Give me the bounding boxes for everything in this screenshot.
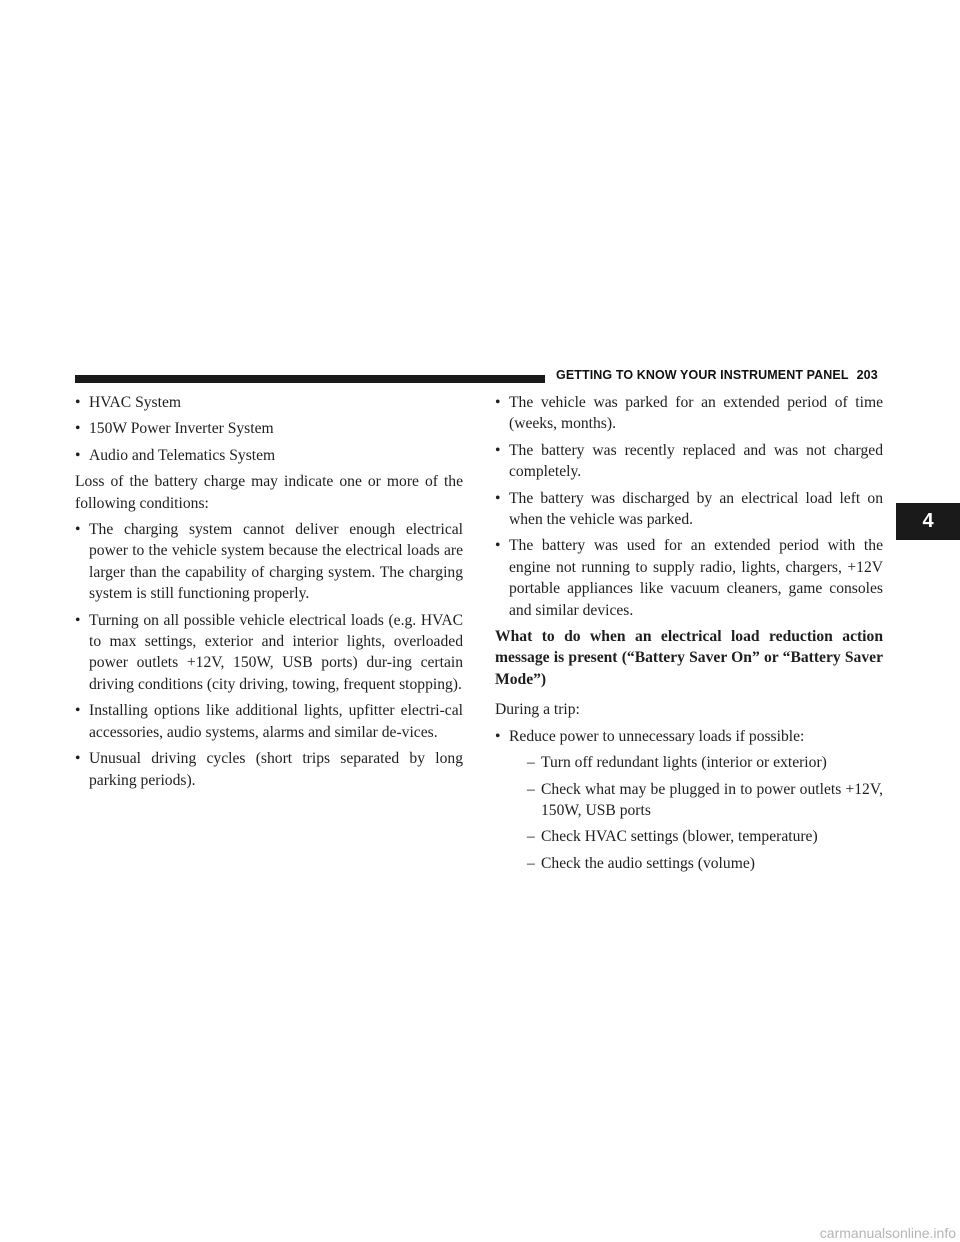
action-list xyxy=(495,726,883,874)
right-column xyxy=(495,392,883,879)
left-column xyxy=(75,392,463,796)
list-item: • Unusual driving cycles (short trips separated by long parking periods). xyxy=(75,748,463,791)
dash-glyph: – xyxy=(527,754,535,772)
action-bullet-text: Reduce power to unnecessary loads if possible: xyxy=(509,727,805,745)
list-item: • Turning on all possible vehicle electrical loads (e.g. HVAC to max settings, exterior and interior lights, overloaded power outlets +12V, 150W, USB ports) dur-ing certain driving conditions (city driving, towing, frequent stopping). xyxy=(75,610,463,696)
system-list xyxy=(75,392,463,466)
list-item: • The battery was used for an extended period with the engine not running to supply radio, lights, chargers, +12V portable appliances like vacuum cleaners, game consoles and similar devices. xyxy=(495,535,883,621)
conditions-list xyxy=(75,519,463,791)
sub-item-text: Check the audio settings (volume) xyxy=(541,854,755,872)
conditions-list-continued xyxy=(495,392,883,621)
running-header xyxy=(556,368,886,382)
sub-list-item xyxy=(509,826,883,847)
list-item: • Audio and Telematics System xyxy=(75,445,463,466)
list-item: • The battery was recently replaced and was not charged completely. xyxy=(495,440,883,483)
sub-list-item xyxy=(509,779,883,822)
sub-list-item xyxy=(509,853,883,874)
dash-glyph: – xyxy=(527,828,535,846)
section-heading: What to do when an electrical load reduction action message is present (“Battery Saver On” or “Battery Saver Mode”) xyxy=(495,628,883,688)
list-item: • Installing options like additional lights, upfitter electri-cal accessories, audio systems, alarms and similar de-vices. xyxy=(75,700,463,743)
page-number: 203 xyxy=(856,368,878,382)
list-item: • The battery was discharged by an electrical load left on when the vehicle was parked. xyxy=(495,488,883,531)
section-title: GETTING TO KNOW YOUR INSTRUMENT PANEL xyxy=(556,368,849,382)
watermark: carmanualsonline.info xyxy=(748,1224,960,1242)
list-item: • HVAC System xyxy=(75,392,463,413)
sub-list-item xyxy=(509,752,883,773)
sub-item-text: Check HVAC settings (blower, temperature) xyxy=(541,828,818,846)
intro-paragraph: Loss of the battery charge may indicate one or more of the following conditions: xyxy=(75,473,463,512)
list-item: • 150W Power Inverter System xyxy=(75,418,463,439)
header-rule xyxy=(75,375,545,383)
list-item: • The charging system cannot deliver enough electrical power to the vehicle system because the electrical loads are larger than the capability of charging system. The charging system is still functioning properly. xyxy=(75,519,463,605)
during-trip-label: During a trip: xyxy=(495,701,580,719)
sub-item-text: Turn off redundant lights (interior or exterior) xyxy=(541,754,827,772)
dash-glyph: – xyxy=(527,854,535,872)
sub-item-text: Check what may be plugged in to power outlets +12V, 150W, USB ports xyxy=(541,780,883,819)
list-item xyxy=(495,726,883,874)
chapter-tab: 4 xyxy=(896,503,960,540)
list-item: • The vehicle was parked for an extended period of time (weeks, months). xyxy=(495,392,883,435)
sub-list xyxy=(509,752,883,874)
dash-glyph: – xyxy=(527,780,535,798)
